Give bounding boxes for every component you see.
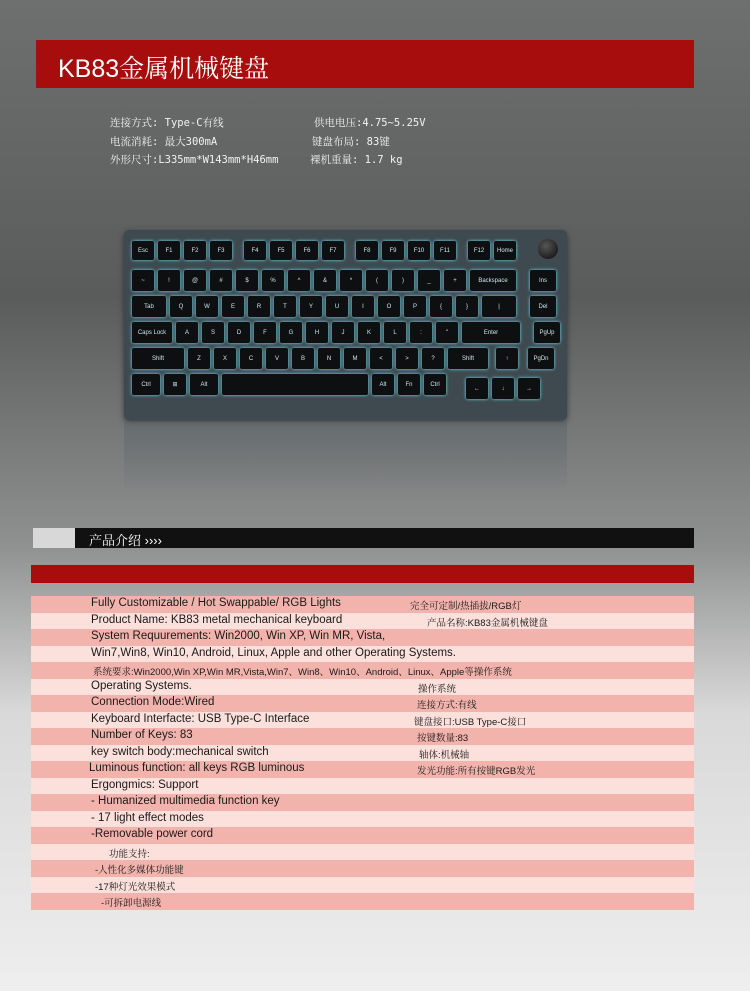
- row-chinese: 按键数量:83: [417, 733, 469, 744]
- row-english: - Humanized multimedia function key: [91, 795, 280, 807]
- keycap: PgDn: [528, 348, 554, 369]
- table-row: [31, 662, 694, 679]
- keycap: ^: [288, 270, 310, 291]
- table-row: [31, 860, 694, 877]
- table-row: [31, 745, 694, 762]
- keycap: N: [318, 348, 340, 369]
- keycap: U: [326, 296, 348, 317]
- row-chinese: 发光功能:所有按键RGB发光: [417, 766, 536, 777]
- table-row: [31, 629, 694, 646]
- section-swatch: [33, 528, 75, 548]
- keycap: {: [430, 296, 452, 317]
- keycap: F2: [184, 241, 206, 260]
- keycap: Ctrl: [424, 374, 446, 395]
- keycap: F10: [408, 241, 430, 260]
- table-row: [31, 712, 694, 729]
- keycap: ": [436, 322, 458, 343]
- keycap: ⊞: [164, 374, 186, 395]
- keycap: >: [396, 348, 418, 369]
- keycap: Del: [530, 296, 556, 317]
- row-chinese: 操作系统: [418, 683, 457, 695]
- keycap: T: [274, 296, 296, 317]
- row-chinese: 完全可定制/热插拔/RGB灯: [410, 601, 522, 612]
- keycap: Ctrl: [132, 374, 160, 395]
- keycap: !: [158, 270, 180, 291]
- keycap: %: [262, 270, 284, 291]
- row-english: Product Name: KB83 metal mechanical keyboard: [91, 613, 343, 626]
- row-chinese: 产品名称:KB83金属机械键盘: [427, 617, 548, 629]
- spec-item: 连接方式: Type-C有线: [110, 117, 224, 129]
- keycap: S: [202, 322, 224, 343]
- section-title: 产品介绍 ››››: [89, 533, 162, 548]
- row-chinese: 轴体:机械轴: [419, 749, 470, 761]
- keycap: G: [280, 322, 302, 343]
- keycap: &: [314, 270, 336, 291]
- keycap: M: [344, 348, 366, 369]
- keycap: |: [482, 296, 516, 317]
- table-row: [31, 811, 694, 828]
- keycap: Q: [170, 296, 192, 317]
- table-row: [31, 893, 694, 910]
- keycap: K: [358, 322, 380, 343]
- keycap: W: [196, 296, 218, 317]
- row-chinese: 功能支持:: [109, 848, 150, 860]
- keycap: Alt: [190, 374, 218, 395]
- keycap: F8: [356, 241, 378, 260]
- row-english: Win7,Win8, Win10, Android, Linux, Apple and other Operating Systems.: [91, 646, 456, 659]
- keycap: I: [352, 296, 374, 317]
- keycap: F: [254, 322, 276, 343]
- keyboard-image: [124, 230, 567, 420]
- row-chinese: -17种灯光效果模式: [95, 881, 176, 893]
- row-english: - 17 light effect modes: [91, 811, 204, 824]
- row-english: Connection Mode:Wired: [91, 696, 215, 708]
- keycap: E: [222, 296, 244, 317]
- row-english: Fully Customizable / Hot Swappable/ RGB Lights: [91, 597, 341, 609]
- row-english: Luminous function: all keys RGB luminous: [89, 762, 305, 774]
- keycap: F3: [210, 241, 232, 260]
- row-chinese: 键盘接口:USB Type-C接口: [414, 716, 527, 728]
- keycap: (: [366, 270, 388, 291]
- keycap: ←: [466, 378, 488, 399]
- keycap: ?: [422, 348, 444, 369]
- keycap: F1: [158, 241, 180, 260]
- keycap: F5: [270, 241, 292, 260]
- keycap: P: [404, 296, 426, 317]
- row-chinese: 系统要求:Win2000,Win XP,Win MR,Vista,Win7、Win8、Win10、Android、Linux、Apple等操作系统: [93, 667, 512, 678]
- keycap: F9: [382, 241, 404, 260]
- table-row: [31, 778, 694, 795]
- row-english: -Removable power cord: [91, 828, 214, 840]
- keycap: :: [410, 322, 432, 343]
- table-row: [31, 794, 694, 811]
- keycap: ~: [132, 270, 154, 291]
- keycap: }: [456, 296, 478, 317]
- row-english: key switch body:mechanical switch: [91, 745, 269, 758]
- keycap: F6: [296, 241, 318, 260]
- row-chinese: 连接方式:有线: [417, 700, 477, 711]
- keycap: [222, 374, 368, 395]
- keycap: ↑: [496, 348, 518, 369]
- row-english: Number of Keys: 83: [91, 729, 193, 741]
- table-row: [31, 728, 694, 745]
- spec-item: 键盘布局: 83键: [312, 136, 390, 148]
- keycap: C: [240, 348, 262, 369]
- spec-item: 裸机重量: 1.7 kg: [310, 154, 403, 166]
- page-title: KB83金属机械键盘: [58, 55, 270, 83]
- spec-item: 供电电压:4.75~5.25V: [314, 117, 426, 129]
- keycap: F12: [468, 241, 490, 260]
- table-row: [31, 695, 694, 712]
- keycap: L: [384, 322, 406, 343]
- keycap: Tab: [132, 296, 166, 317]
- keycap: Z: [188, 348, 210, 369]
- keycap: F4: [244, 241, 266, 260]
- keycap: PgUp: [534, 322, 560, 343]
- keycap: R: [248, 296, 270, 317]
- keycap: ): [392, 270, 414, 291]
- red-divider: [31, 565, 694, 583]
- keycap: Shift: [132, 348, 184, 369]
- keycap: #: [210, 270, 232, 291]
- keycap: Y: [300, 296, 322, 317]
- row-english: Keyboard Interfacte: USB Type-C Interface: [91, 712, 310, 725]
- keycap: J: [332, 322, 354, 343]
- keycap: X: [214, 348, 236, 369]
- keycap: $: [236, 270, 258, 291]
- keycap: Alt: [372, 374, 394, 395]
- keycap: Ins: [530, 270, 556, 291]
- keycap: Fn: [398, 374, 420, 395]
- table-row: [31, 679, 694, 696]
- keyboard-reflection: [124, 422, 567, 492]
- keycap: Backspace: [470, 270, 516, 291]
- row-english: Ergongmics: Support: [91, 778, 199, 791]
- spec-table: [31, 596, 694, 924]
- table-row: [31, 646, 694, 663]
- row-english: Operating Systems.: [91, 679, 192, 692]
- keycap: B: [292, 348, 314, 369]
- keycap: Shift: [448, 348, 488, 369]
- table-row: [31, 596, 694, 613]
- keycap: V: [266, 348, 288, 369]
- table-row: [31, 613, 694, 630]
- keycap: ↓: [492, 378, 514, 399]
- keycap: <: [370, 348, 392, 369]
- row-english: System Requurements: Win2000, Win XP, Win MR, Vista,: [91, 630, 386, 642]
- volume-knob: [538, 239, 558, 259]
- keycap: Caps Lock: [132, 322, 172, 343]
- keycap: →: [518, 378, 540, 399]
- keycap: Enter: [462, 322, 520, 343]
- title-bar: [36, 40, 694, 88]
- keycap: D: [228, 322, 250, 343]
- keycap: Esc: [132, 241, 154, 260]
- table-row: [31, 844, 694, 861]
- keycap: +: [444, 270, 466, 291]
- keycap: A: [176, 322, 198, 343]
- keycap: Home: [494, 241, 516, 260]
- keycap: @: [184, 270, 206, 291]
- spec-item: 外形尺寸:L335mm*W143mm*H46mm: [110, 154, 279, 166]
- keycap: *: [340, 270, 362, 291]
- keycap: H: [306, 322, 328, 343]
- section-header: [33, 528, 694, 548]
- table-row: [31, 827, 694, 844]
- keycap: _: [418, 270, 440, 291]
- keycap: O: [378, 296, 400, 317]
- row-chinese: -可拆卸电源线: [101, 898, 162, 909]
- table-row: [31, 877, 694, 894]
- table-row: [31, 761, 694, 778]
- keycap: F7: [322, 241, 344, 260]
- keycap: F11: [434, 241, 456, 260]
- row-chinese: -人性化多媒体功能键: [95, 865, 184, 876]
- spec-item: 电流消耗: 最大300mA: [110, 136, 218, 148]
